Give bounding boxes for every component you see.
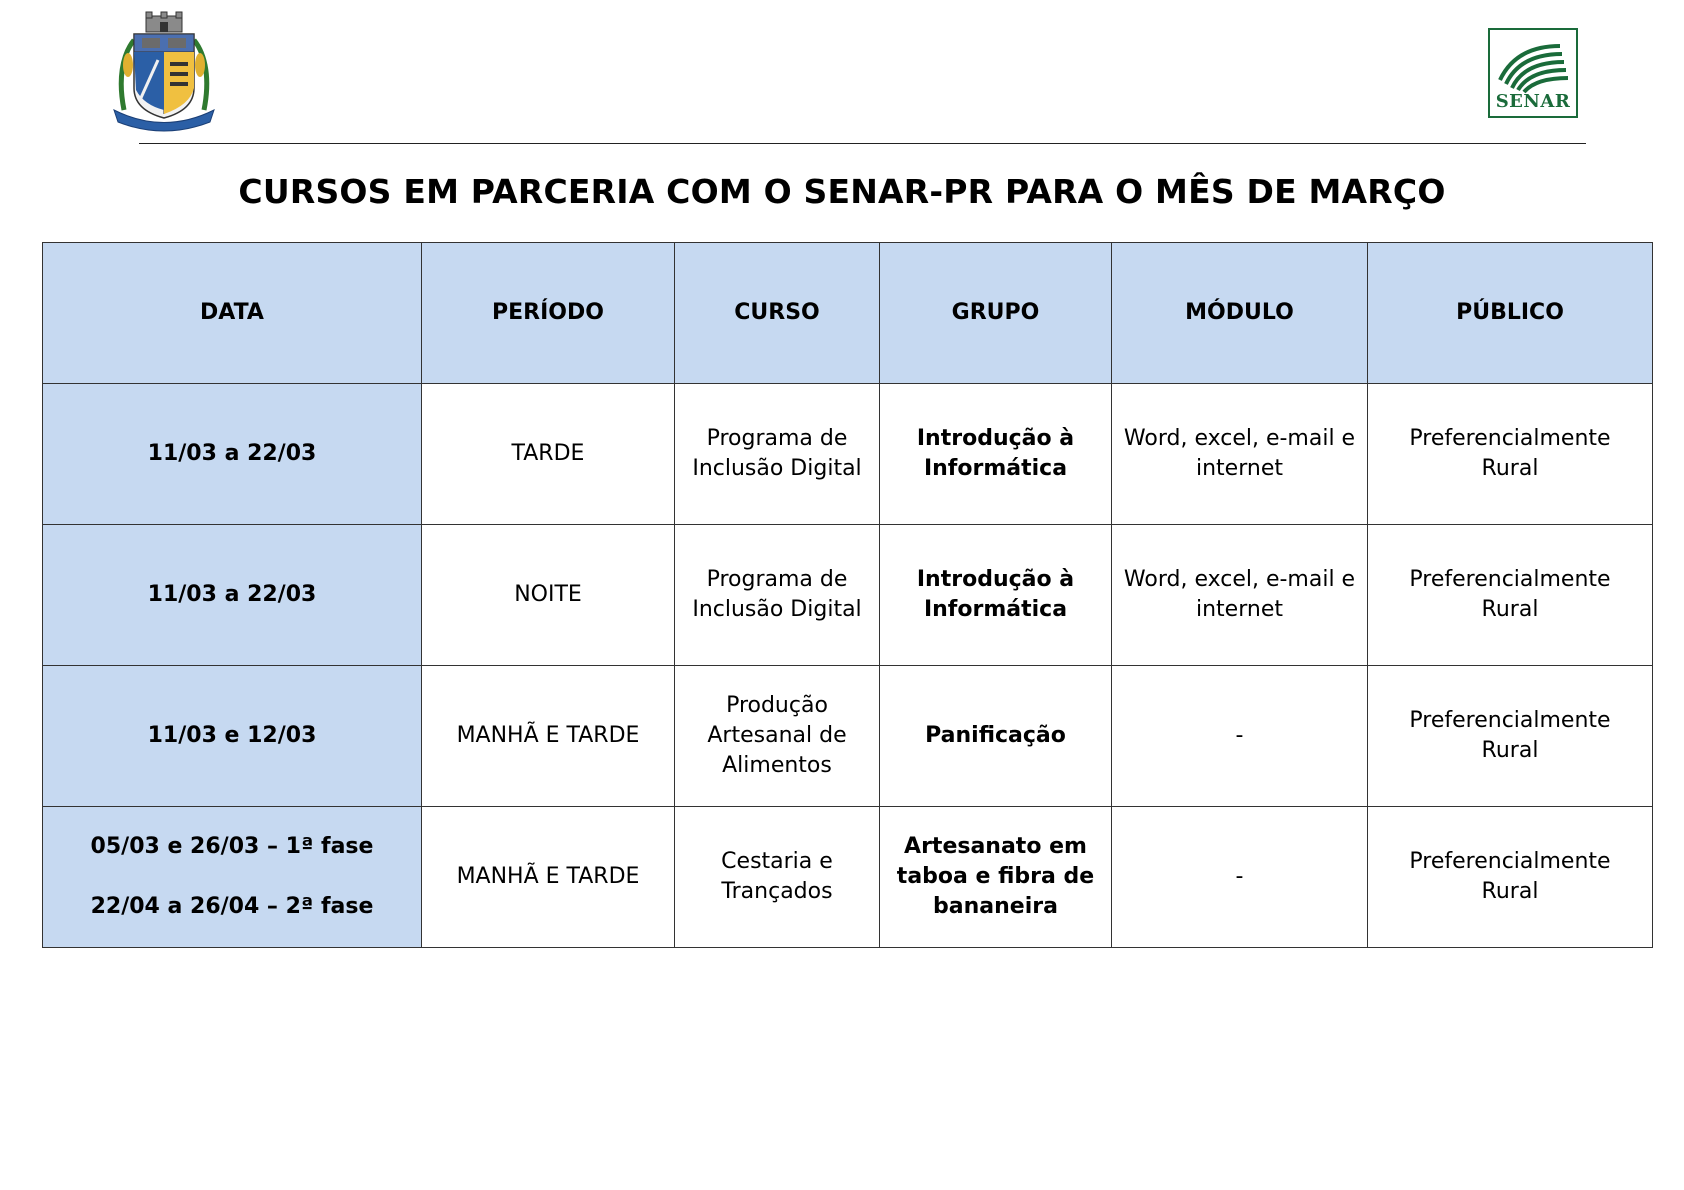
cell-publico: Preferencialmente Rural <box>1368 666 1653 807</box>
cell-data: 11/03 a 22/03 <box>43 384 422 525</box>
cell-periodo: MANHÃ E TARDE <box>422 666 675 807</box>
senar-logo-text: SENAR <box>1495 91 1571 112</box>
cell-periodo: TARDE <box>422 384 675 525</box>
cell-modulo: - <box>1112 666 1368 807</box>
cell-publico: Preferencialmente Rural <box>1368 525 1653 666</box>
header-divider <box>139 143 1586 144</box>
cell-curso: Produção Artesanal de Alimentos <box>675 666 880 807</box>
cell-modulo: - <box>1112 807 1368 948</box>
wheat-field-icon <box>1490 34 1576 94</box>
column-header-periodo: PERÍODO <box>422 243 675 384</box>
cell-grupo: Introdução à Informática <box>880 525 1112 666</box>
page-title: CURSOS EM PARCERIA COM O SENAR-PR PARA O MÊS DE MARÇO <box>238 172 1446 211</box>
cell-periodo: MANHÃ E TARDE <box>422 807 675 948</box>
cell-curso: Programa de Inclusão Digital <box>675 384 880 525</box>
cell-periodo: NOITE <box>422 525 675 666</box>
table-header-row <box>43 243 1653 384</box>
cell-curso: Programa de Inclusão Digital <box>675 525 880 666</box>
column-header-grupo: GRUPO <box>880 243 1112 384</box>
cell-publico: Preferencialmente Rural <box>1368 384 1653 525</box>
cell-data: 11/03 e 12/03 <box>43 666 422 807</box>
coat-of-arms-icon <box>110 10 218 135</box>
cell-data: 11/03 a 22/03 <box>43 525 422 666</box>
column-header-data: DATA <box>43 243 422 384</box>
cell-publico: Preferencialmente Rural <box>1368 807 1653 948</box>
table-row <box>43 525 1653 666</box>
data-phase-1: 05/03 e 26/03 – 1ª fase <box>90 834 374 859</box>
cell-modulo: Word, excel, e-mail e internet <box>1112 525 1368 666</box>
table-row <box>43 384 1653 525</box>
column-header-publico: PÚBLICO <box>1368 243 1653 384</box>
cell-grupo: Introdução à Informática <box>880 384 1112 525</box>
senar-logo <box>1488 28 1578 118</box>
data-phase-2: 22/04 a 26/04 – 2ª fase <box>90 894 374 919</box>
column-header-curso: CURSO <box>675 243 880 384</box>
cell-data <box>43 807 422 948</box>
cell-grupo: Panificação <box>880 666 1112 807</box>
municipal-coat-of-arms-logo <box>110 10 218 135</box>
cell-modulo: Word, excel, e-mail e internet <box>1112 384 1368 525</box>
courses-table <box>42 242 1653 948</box>
column-header-modulo: MÓDULO <box>1112 243 1368 384</box>
table-row <box>43 807 1653 948</box>
table-row <box>43 666 1653 807</box>
cell-grupo: Artesanato em taboa e fibra de bananeira <box>880 807 1112 948</box>
cell-curso: Cestaria e Trançados <box>675 807 880 948</box>
